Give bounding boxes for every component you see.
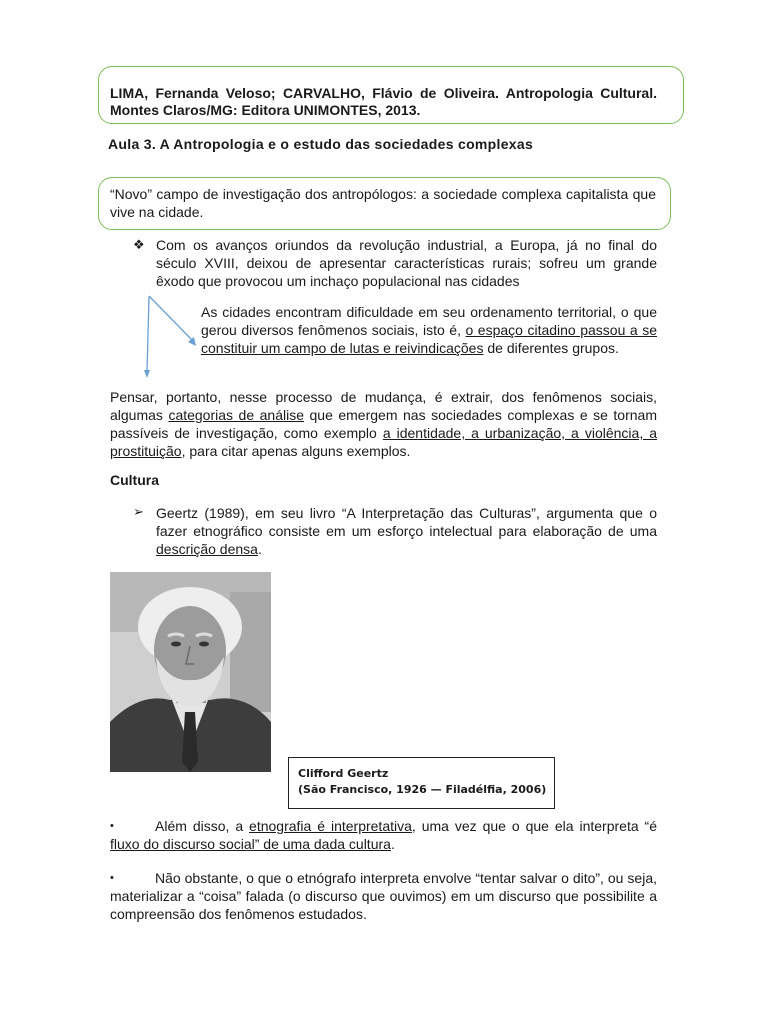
p3-underlined-2: fluxo do discurso social” de uma dada cultura [110, 836, 391, 852]
geertz-underlined-text: descrição densa [156, 541, 258, 557]
cities-text-end: de diferentes grupos. [483, 340, 619, 356]
geertz-text-end: . [257, 541, 262, 557]
p3-text-end: . [390, 836, 395, 852]
pensar-text-2: que emergem nas sociedades complexas e se tornam passíveis de investigação, como exemplo [110, 407, 657, 441]
cities-text-start: As cidades encontram dificuldade em seu ordenamento territorial, o que gerou diversos fenômenos sociais, isto é, [201, 304, 657, 338]
bullet-geertz [156, 504, 657, 558]
caption-name: Clifford Geertz [298, 767, 389, 780]
caption-dates: (São Francisco, 1926 — Filadélfia, 2006) [298, 783, 547, 796]
diamond-bullet-icon: ❖ [133, 237, 145, 252]
geertz-text-start: Geertz (1989), em seu livro “A Interpretação das Culturas”, argumenta que o fazer etnográfico consiste em um esforço intelectual para elaboração de uma [156, 505, 657, 539]
cities-underlined-text: o espaço citadino passou a se constituir um campo de lutas e reivindicações [201, 322, 657, 356]
pensar-text-1: Pensar, portanto, nesse processo de mudança, é extrair, dos fenômenos sociais, algumas [110, 389, 657, 423]
interpretive-paragraph [110, 817, 657, 853]
bullet-industrial-revolution: Com os avanços oriundos da revolução industrial, a Europa, já no final do século XVIII, deixou de apresentar características rurais; sofreu um grande êxodo que provocou um inchaço populacional nas cidades [156, 237, 657, 289]
lesson-title: Aula 3. A Antropologia e o estudo das sociedades complexas [108, 136, 534, 152]
pensar-underlined-2: a identidade, a urbanização, a violência, a prostituição [110, 425, 658, 459]
branch-arrow-icon [140, 290, 200, 380]
p3-text-mid: , uma vez que o que ela interpreta “é [411, 818, 657, 834]
pensar-text-3: , para citar apenas alguns exemplos. [181, 443, 411, 459]
highlight-text: “Novo” campo de investigação dos antropólogos: a sociedade complexa capitalista que vive na cidade. [110, 186, 656, 220]
dot-bullet-icon: • [110, 872, 114, 884]
reference-citation: LIMA, Fernanda Veloso; CARVALHO, Flávio de Oliveira. Antropologia Cultural. Montes Claros/MG: Editora UNIMONTES, 2013. [110, 85, 657, 118]
photo-caption [288, 757, 555, 809]
arrow-bullet-icon: ➢ [133, 504, 144, 519]
pensar-paragraph [110, 388, 657, 460]
nao-obstante-paragraph: Não obstante, o que o etnógrafo interpreta envolve “tentar salvar o dito”, ou seja, materializar a “coisa” falada (o discurso que ouvimos) em um discurso que possibilite a compreensão dos fenômenos estudados. [110, 870, 657, 922]
portrait-photo [110, 572, 271, 772]
p3-underlined-1: etnografia é interpretativa [249, 818, 412, 834]
pensar-underlined-1: categorias de análise [168, 407, 304, 423]
section-heading-cultura: Cultura [110, 472, 159, 488]
p3-text-start: Além disso, a [155, 818, 250, 834]
cities-paragraph [201, 303, 657, 357]
dot-bullet-icon: • [110, 820, 114, 832]
